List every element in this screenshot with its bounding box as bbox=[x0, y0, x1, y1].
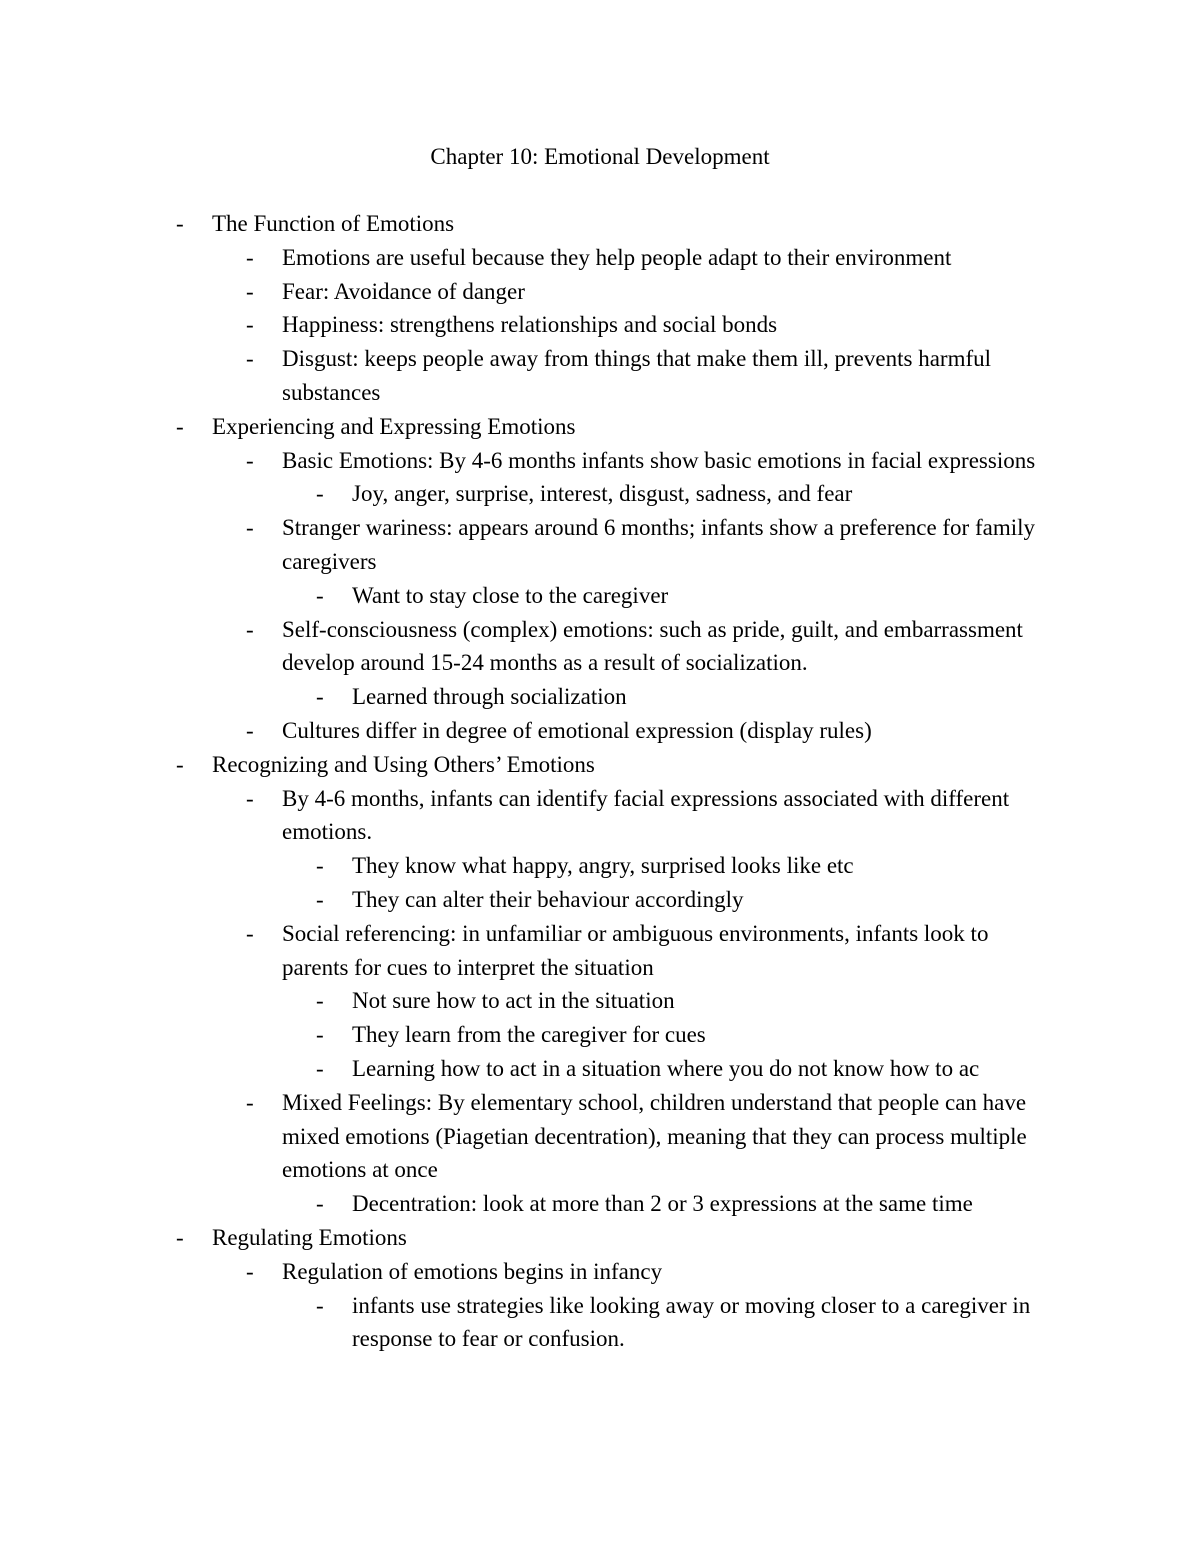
outline-item-text: Basic Emotions: By 4-6 months infants show basic emotions in facial expressions bbox=[282, 447, 1036, 473]
outline-item-text: Joy, anger, surprise, interest, disgust, sadness, and fear bbox=[352, 481, 853, 507]
bullet-dash: - bbox=[246, 515, 254, 541]
outline-item-text: Cultures differ in degree of emotional expression (display rules) bbox=[282, 717, 872, 743]
outline-item-text: They can alter their behaviour accordingly bbox=[352, 886, 744, 912]
bullet-dash: - bbox=[246, 1089, 254, 1115]
outline-item-level-2 bbox=[0, 849, 1052, 883]
outline-item-level-2 bbox=[0, 1289, 1052, 1357]
outline-item-level-1 bbox=[0, 275, 1054, 309]
outline-item-level-1 bbox=[0, 613, 1054, 681]
outline-item-level-1 bbox=[0, 917, 1054, 985]
outline-item-text: Learning how to act in a situation where you do not know how to ac bbox=[352, 1055, 980, 1081]
bullet-dash: - bbox=[316, 1022, 324, 1048]
bullet-dash: - bbox=[316, 1191, 324, 1217]
outline-item-level-1 bbox=[0, 342, 1054, 410]
outline-item-level-2 bbox=[0, 1187, 1052, 1221]
outline-item-text: infants use strategies like looking away or moving closer to a caregiver in response to fear or confusion. bbox=[352, 1292, 1031, 1352]
outline-item-level-2 bbox=[0, 579, 1052, 613]
outline-item-level-0 bbox=[0, 207, 1052, 241]
outline-item-text: Recognizing and Using Others’ Emotions bbox=[212, 751, 595, 777]
outline-item-level-1 bbox=[0, 1255, 1054, 1289]
outline-item-level-1 bbox=[0, 511, 1054, 579]
outline-item-level-1 bbox=[0, 308, 1054, 342]
outline-item-level-2 bbox=[0, 477, 1052, 511]
bullet-dash: - bbox=[176, 751, 184, 777]
outline-item-level-2 bbox=[0, 984, 1052, 1018]
bullet-dash: - bbox=[316, 1055, 324, 1081]
outline-item-level-0 bbox=[0, 410, 1052, 444]
bullet-dash: - bbox=[246, 717, 254, 743]
outline-item-text: Experiencing and Expressing Emotions bbox=[212, 413, 576, 439]
outline-item-text: Not sure how to act in the situation bbox=[352, 988, 675, 1014]
bullet-dash: - bbox=[316, 684, 324, 710]
bullet-dash: - bbox=[316, 1292, 324, 1318]
outline-item-text: They learn from the caregiver for cues bbox=[352, 1022, 706, 1048]
bullet-dash: - bbox=[246, 447, 254, 473]
bullet-dash: - bbox=[246, 244, 254, 270]
outline-item-level-2 bbox=[0, 883, 1052, 917]
outline-item-text: Happiness: strengthens relationships and social bonds bbox=[282, 312, 778, 338]
bullet-dash: - bbox=[246, 346, 254, 372]
bullet-dash: - bbox=[246, 616, 254, 642]
outline-item-text: Self-consciousness (complex) emotions: such as pride, guilt, and embarrassment develop around 15-24 months as a result of socialization. bbox=[282, 616, 1023, 676]
bullet-dash: - bbox=[246, 1258, 254, 1284]
bullet-dash: - bbox=[246, 278, 254, 304]
outline-item-text: Emotions are useful because they help people adapt to their environment bbox=[282, 244, 952, 270]
outline-item-text: Mixed Feelings: By elementary school, children understand that people can have mixed emotions (Piagetian decentration), meaning that they can process multiple emotions at once bbox=[282, 1089, 1027, 1183]
outline-item-text: Stranger wariness: appears around 6 months; infants show a preference for family caregivers bbox=[282, 515, 1036, 574]
bullet-dash: - bbox=[176, 211, 184, 236]
page-title: Chapter 10: Emotional Development bbox=[430, 144, 770, 169]
outline-item-level-2 bbox=[0, 1018, 1052, 1052]
outline-item-level-2 bbox=[0, 1052, 1052, 1086]
outline-item-text: The Function of Emotions bbox=[212, 211, 455, 236]
bullet-dash: - bbox=[176, 413, 184, 439]
outline-item-level-0 bbox=[0, 1221, 1052, 1255]
outline-item-text: Social referencing: in unfamiliar or ambiguous environments, infants look to parents for cues to interpret the situation bbox=[282, 920, 989, 980]
outline-item-text: Fear: Avoidance of danger bbox=[282, 278, 525, 304]
outline-item-text: Want to stay close to the caregiver bbox=[352, 582, 669, 608]
outline-item-level-1 bbox=[0, 1086, 1054, 1187]
outline-item-level-1 bbox=[0, 444, 1054, 478]
bullet-dash: - bbox=[316, 853, 324, 879]
bullet-dash: - bbox=[316, 481, 324, 507]
outline-item-text: Learned through socialization bbox=[352, 684, 627, 710]
outline-item-text: Regulating Emotions bbox=[212, 1224, 407, 1250]
outline-item-level-2 bbox=[0, 680, 1052, 714]
bullet-dash: - bbox=[316, 582, 324, 608]
bullet-dash: - bbox=[246, 312, 254, 338]
outline-item-level-1 bbox=[0, 782, 1054, 850]
outline-item-text: Decentration: look at more than 2 or 3 expressions at the same time bbox=[352, 1191, 973, 1217]
bullet-dash: - bbox=[316, 886, 324, 912]
outline-item-text: Regulation of emotions begins in infancy bbox=[282, 1258, 663, 1284]
bullet-dash: - bbox=[176, 1224, 184, 1250]
bullet-dash: - bbox=[316, 988, 324, 1014]
bullet-dash: - bbox=[246, 920, 254, 946]
outline-item-text: Disgust: keeps people away from things that make them ill, prevents harmful substances bbox=[282, 346, 992, 405]
bullet-dash: - bbox=[246, 785, 254, 811]
outline-item-level-1 bbox=[0, 241, 1054, 275]
outline-item-level-1 bbox=[0, 714, 1054, 748]
outline-item-level-0 bbox=[0, 748, 1052, 782]
notes-outline bbox=[0, 207, 1200, 1356]
outline-item-text: By 4-6 months, infants can identify facial expressions associated with different emotions. bbox=[282, 785, 1010, 845]
outline-item-text: They know what happy, angry, surprised looks like etc bbox=[352, 853, 854, 879]
